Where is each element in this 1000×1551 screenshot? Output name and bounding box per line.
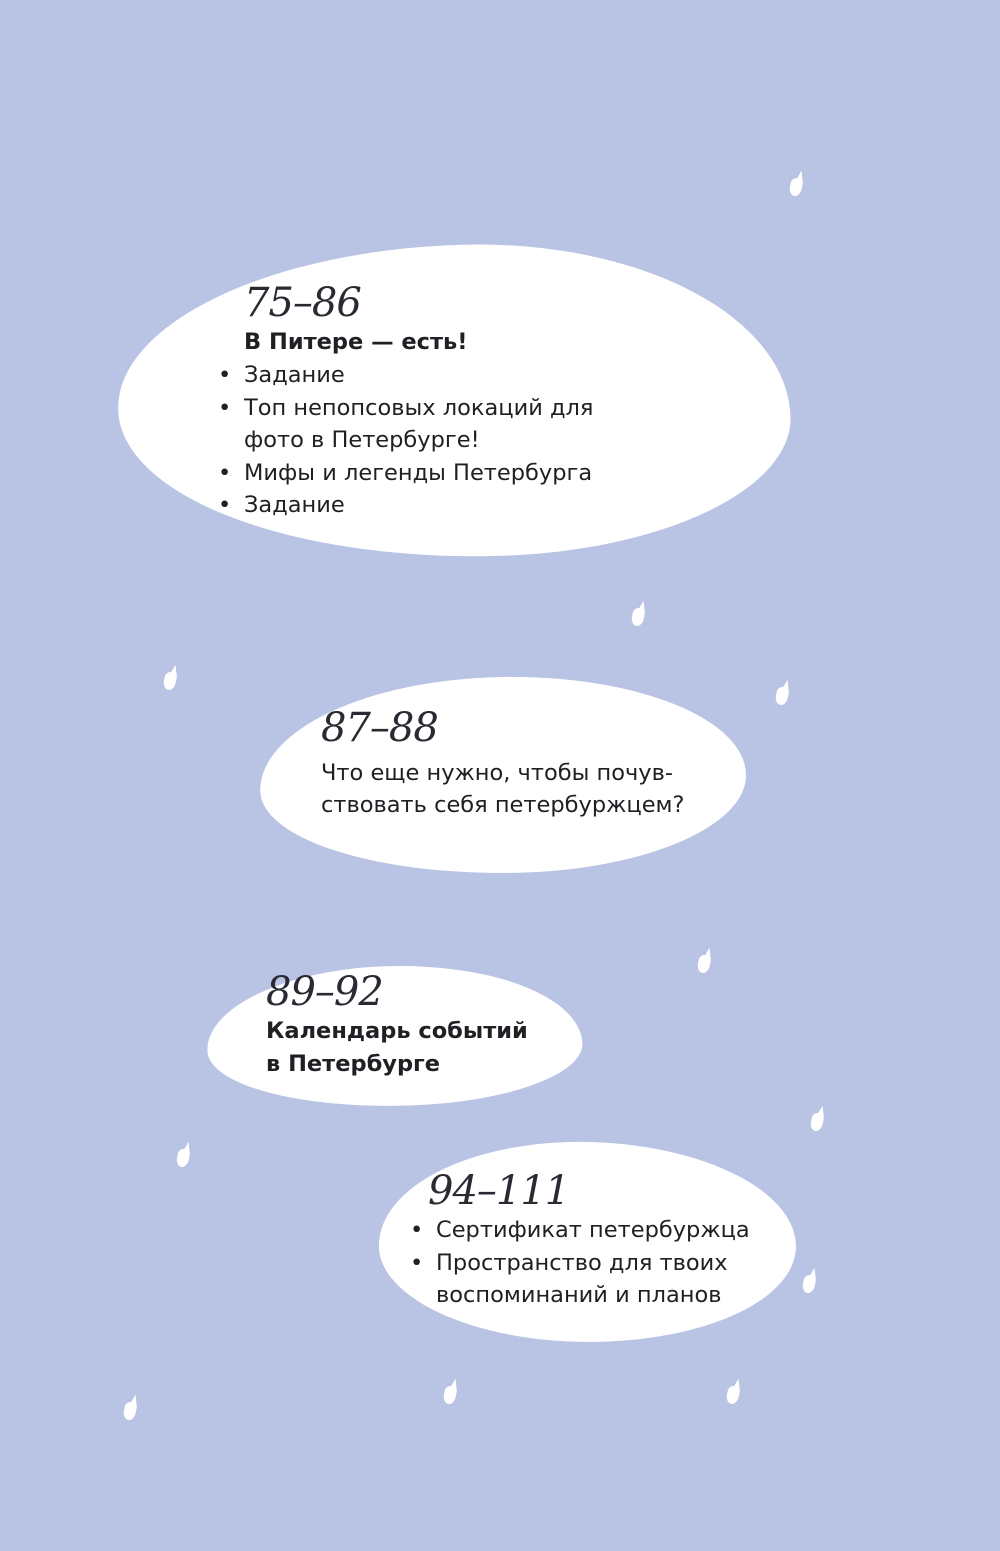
raindrop-icon	[630, 607, 645, 627]
section-1-list	[218, 359, 594, 522]
section-4-list	[410, 1214, 750, 1312]
section-2-line-1: Что еще нужно, чтобы почув-	[321, 760, 673, 786]
list-item: • Топ непопсовых локаций для	[218, 394, 594, 421]
raindrop-icon	[809, 1112, 824, 1132]
page-range-1: 75–86	[244, 280, 361, 326]
raindrop-icon	[725, 1385, 740, 1405]
raindrop-icon	[774, 686, 789, 706]
raindrop-icon	[162, 671, 177, 691]
list-item: • Задание	[218, 492, 345, 518]
list-item: • Пространство для твоих	[410, 1249, 728, 1276]
section-3-line-1: Календарь событий	[266, 1018, 528, 1044]
list-item-continuation: воспоминаний и планов	[436, 1282, 722, 1308]
page-range-3: 89–92	[266, 969, 383, 1015]
raindrop-icon	[175, 1148, 190, 1168]
list-item: • Мифы и легенды Петербурга	[218, 459, 593, 486]
page-range-4: 94–111	[428, 1168, 570, 1214]
page-range-2: 87–88	[321, 705, 438, 751]
list-item: • Сертификат петербуржца	[410, 1217, 750, 1243]
list-item: • Задание	[218, 362, 345, 388]
raindrop-icon	[788, 177, 803, 197]
raindrop-icon	[696, 954, 711, 974]
list-item-continuation: фото в Петербурге!	[244, 427, 480, 453]
raindrop-icon	[442, 1385, 457, 1405]
section-2-line-2: ствовать себя петербуржцем?	[321, 792, 685, 818]
raindrop-icon	[122, 1401, 137, 1421]
section-3-line-2: в Петербурге	[266, 1051, 441, 1077]
section-1-heading: В Питере — есть!	[244, 329, 468, 355]
raindrop-icon	[801, 1274, 816, 1294]
